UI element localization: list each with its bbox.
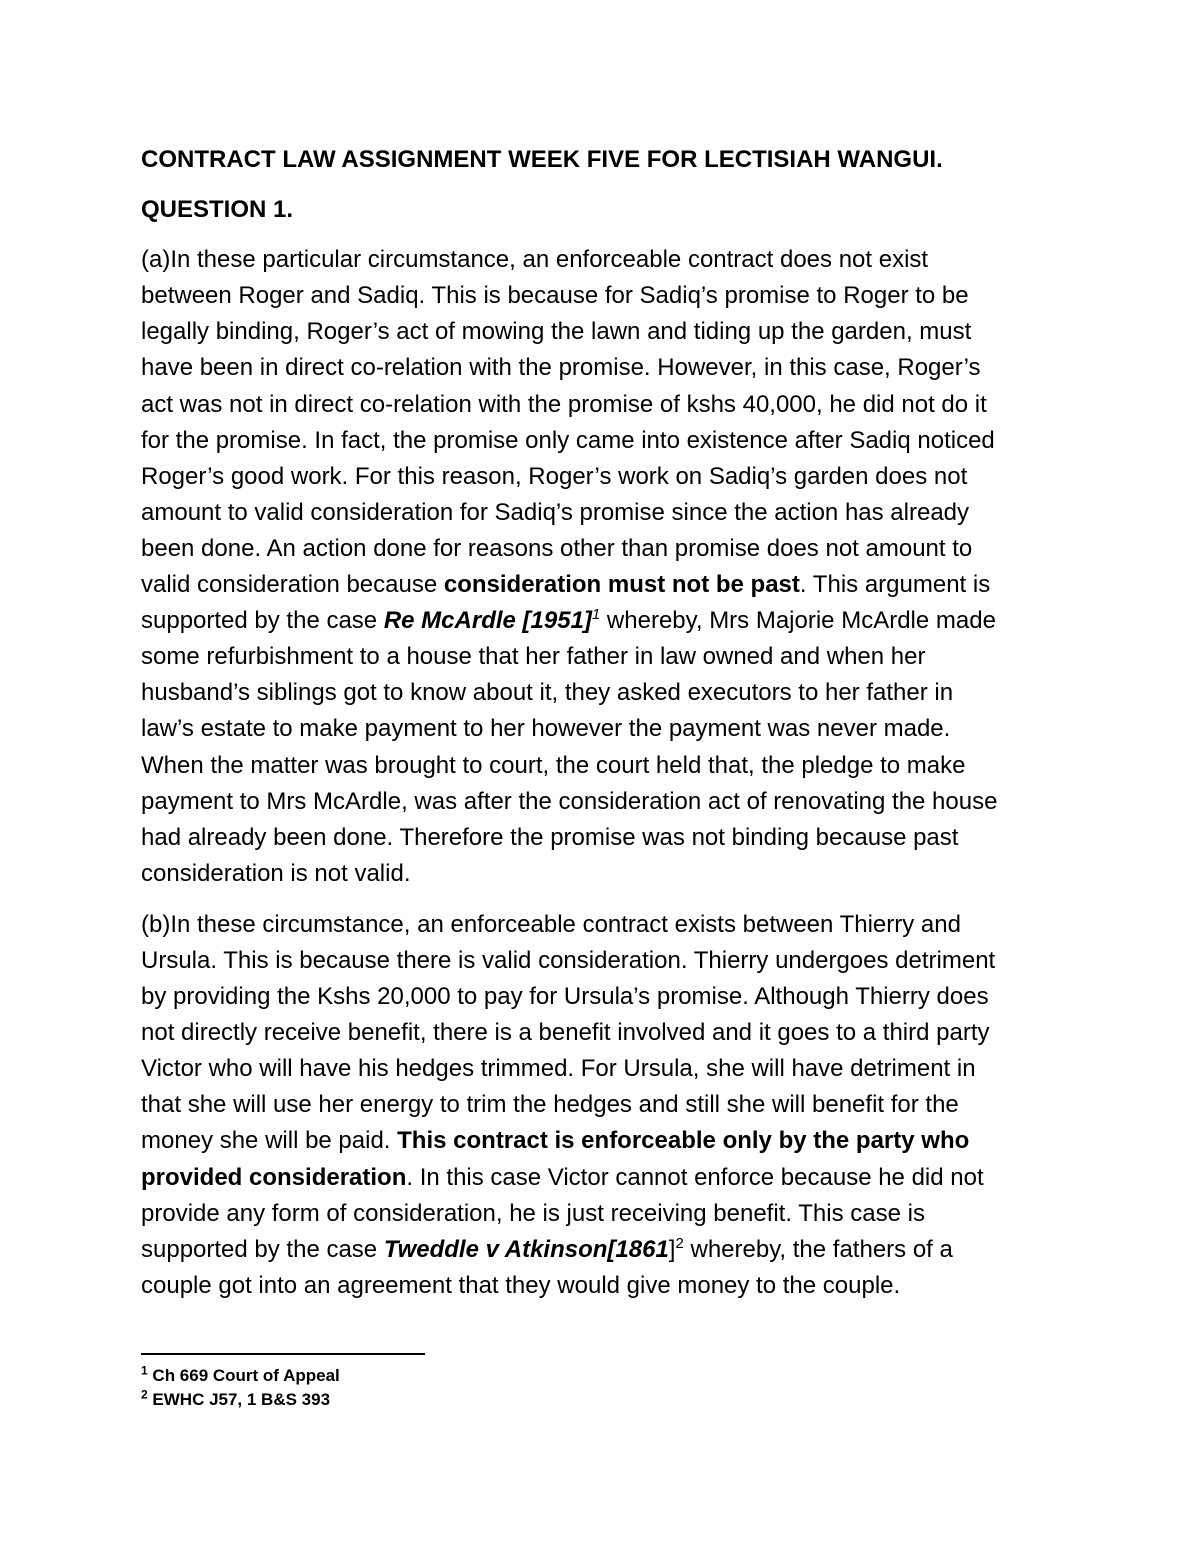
text-run: money she will be paid. (141, 1127, 398, 1155)
paragraph-part-a (141, 242, 1066, 892)
bold-principle: provided consideration (141, 1163, 407, 1191)
text-line (141, 567, 1066, 603)
text-run: whereby, Mrs Majorie McArdle made (600, 607, 996, 635)
text-line (141, 1232, 1066, 1268)
footnote-mark: 1 (141, 1363, 148, 1378)
bold-principle: consideration must not be past (443, 571, 800, 599)
text-run: valid consideration because (141, 571, 444, 599)
text-line (141, 1160, 1066, 1196)
text-line: (a)In these particular circumstance, an enforceable contract does not exist (141, 246, 929, 274)
bold-principle: This contract is enforceable only by the party who (397, 1127, 970, 1155)
paragraph-part-b (141, 907, 1066, 1304)
text-line: act was not in direct co-relation with the promise of kshs 40,000, he did not do it (141, 390, 987, 418)
text-line: been done. An action done for reasons other than promise does not amount to (141, 534, 973, 562)
text-line: that she will use her energy to trim the hedges and still she will benefit for the (141, 1091, 959, 1119)
text-run: whereby, the fathers of a (683, 1235, 953, 1263)
text-line: When the matter was brought to court, the court held that, the pledge to make (141, 751, 966, 779)
text-line: provide any form of consideration, he is just receiving benefit. This case is (141, 1199, 925, 1227)
case-citation: Re McArdle [1951] (383, 607, 592, 635)
text-line (141, 603, 1066, 639)
text-line: (b)In these circumstance, an enforceable contract exists between Thierry and (141, 910, 961, 938)
text-line: by providing the Kshs 20,000 to pay for Ursula’s promise. Although Thierry does (141, 983, 989, 1011)
text-line: Roger’s good work. For this reason, Roger’s work on Sadiq’s garden does not (141, 462, 968, 490)
text-line: payment to Mrs McArdle, was after the consideration act of renovating the house (141, 787, 998, 815)
text-line: legally binding, Roger’s act of mowing the lawn and tiding up the garden, must (141, 318, 972, 346)
text-run: supported by the case (141, 607, 384, 635)
question-heading: QUESTION 1. (141, 196, 294, 224)
footnote-separator (141, 1353, 425, 1355)
footnotes (141, 1364, 741, 1412)
text-line: for the promise. In fact, the promise only came into existence after Sadiq noticed (141, 426, 995, 454)
text-line: couple got into an agreement that they would give money to the couple. (141, 1271, 901, 1299)
text-line: some refurbishment to a house that her father in law owned and when her (141, 643, 926, 671)
text-run: . In this case Victor cannot enforce because he did not (406, 1163, 984, 1191)
text-line: law’s estate to make payment to her however the payment was never made. (141, 715, 951, 743)
text-line (141, 1123, 1066, 1159)
text-line: amount to valid consideration for Sadiq’s promise since the action has already (141, 498, 970, 526)
text-run: . This argument is (799, 571, 991, 599)
text-line: had already been done. Therefore the promise was not binding because past (141, 823, 959, 851)
footnote-text: EWHC J57, 1 B&S 393 (147, 1390, 331, 1409)
text-line: Victor who will have his hedges trimmed. For Ursula, she will have detriment in (141, 1055, 976, 1083)
case-citation: Tweddle v Atkinson[1861 (383, 1235, 669, 1263)
footnote-ref[interactable]: 1 (591, 606, 601, 624)
footnote-mark: 2 (141, 1387, 148, 1402)
footnote-ref[interactable]: 2 (675, 1234, 684, 1252)
text-line: have been in direct co-relation with the promise. However, in this case, Roger’s (141, 354, 981, 382)
text-line: husband’s siblings got to know about it, they asked executors to her father in (141, 679, 954, 707)
footnote-item (141, 1364, 741, 1388)
text-line: Ursula. This is because there is valid consideration. Thierry undergoes detriment (141, 946, 996, 974)
document-body (141, 142, 1066, 1304)
text-line: between Roger and Sadiq. This is because for Sadiq’s promise to Roger to be (141, 282, 969, 310)
text-line: not directly receive benefit, there is a benefit involved and it goes to a third party (141, 1019, 990, 1047)
footnote-item (141, 1388, 741, 1412)
text-line: consideration is not valid. (141, 859, 411, 887)
footnote-text: Ch 669 Court of Appeal (147, 1366, 340, 1385)
text-run: supported by the case (141, 1235, 384, 1263)
document-title: CONTRACT LAW ASSIGNMENT WEEK FIVE FOR LECTISIAH WANGUI. (141, 146, 943, 173)
text-run: ] (668, 1235, 676, 1263)
